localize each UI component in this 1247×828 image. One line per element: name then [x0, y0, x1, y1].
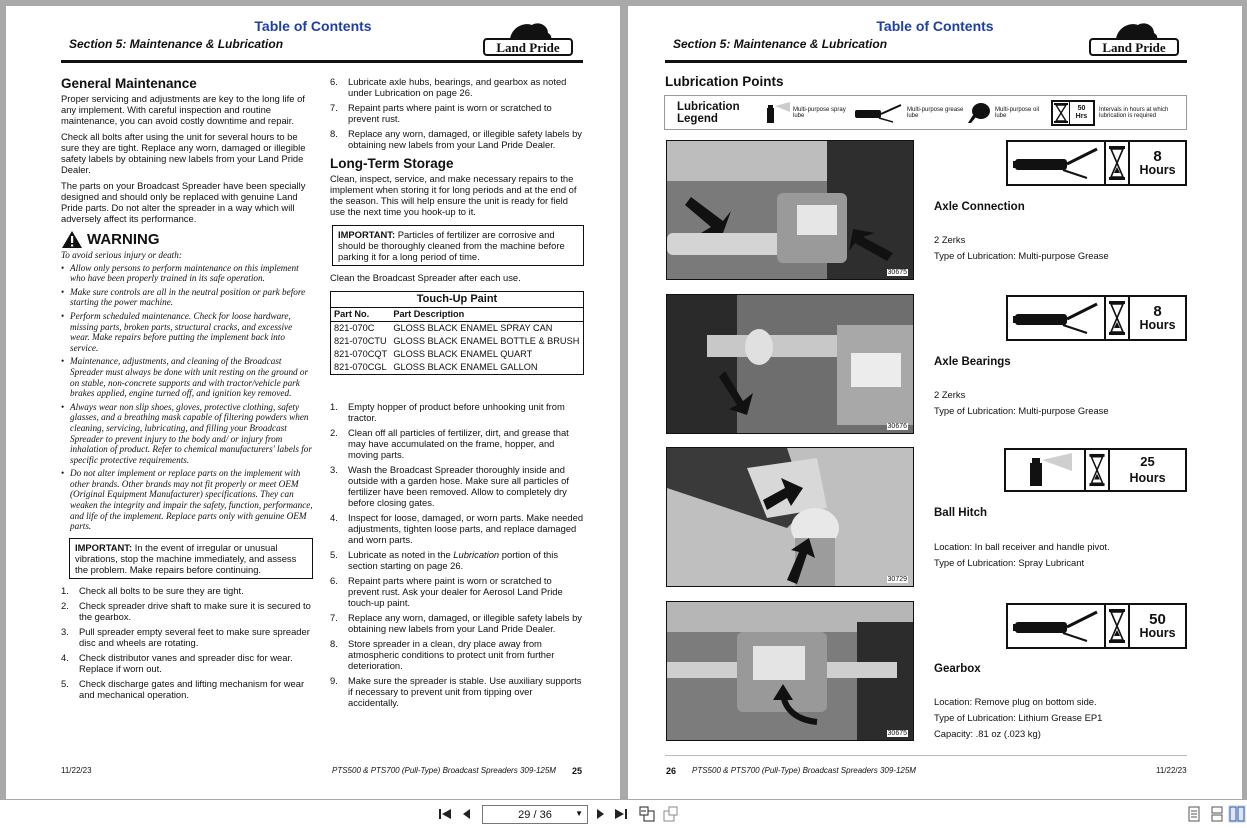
photo-id: 30675	[887, 269, 907, 276]
photo-id: 30729	[887, 576, 907, 583]
land-pride-logo	[482, 19, 574, 61]
continuous-view-button[interactable]	[1208, 805, 1226, 823]
legend-hours-number: 50	[1077, 104, 1086, 112]
list-item: 7. Replace any worn, damaged, or illegible safety labels by obtaining new labels from your Land Pride Dealer.	[330, 612, 582, 634]
single-page-icon	[1188, 806, 1200, 822]
list-item: 5. Lubricate as noted in the Lubrication portion of this section starting on page 26.	[330, 549, 559, 571]
right-page	[628, 6, 1242, 799]
lube-point-details: Location: In ball receiver and handle pivot. Type of Lubrication: Spray Lubricant	[934, 541, 1110, 568]
grease-gun-icon	[1011, 300, 1101, 336]
list-item: 6. Lubricate axle hubs, bearings, and gearbox as noted under Lubrication on page 26.	[330, 76, 567, 98]
warning-item: • Maintenance, adjustments, and cleaning of the Broadcast Spreader must always be done with unit resting on the ground or on stable, non-concrete supports and with tractor/vehicle park brakes applied, engine turned off, and ignition key removed.	[61, 356, 313, 398]
list-item: 6. Repaint parts where paint is worn or scratched to prevent rust. Ask your dealer for Aerosol Land Pride touch-up paint.	[330, 575, 563, 608]
left-page	[6, 6, 620, 799]
footer-rule	[665, 755, 1187, 756]
lube-point-details: 2 Zerks Type of Lubrication: Multi-purpose Grease	[934, 389, 1109, 416]
hourglass-icon	[1108, 145, 1126, 181]
important-box	[332, 225, 584, 266]
lube-point-title: Ball Hitch	[934, 507, 988, 519]
interval-hours: 25	[1140, 454, 1155, 469]
list-item: 2. Check spreader drive shaft to make sure it is secured to the gearbox.	[61, 599, 311, 622]
grease-gun-icon	[1011, 608, 1101, 644]
list-item: 9. Make sure the spreader is stable. Use auxiliary supports if necessary to prevent unit from tipping over accidentally.	[330, 675, 582, 708]
list-item: 4. Check distributor vanes and spreader disc for wear. Replace if worn out.	[61, 651, 293, 674]
two-page-view-button[interactable]	[1228, 805, 1246, 823]
lube-interval-box	[1004, 448, 1187, 492]
list-item: 3. Wash the Broadcast Spreader thoroughly inside and outside with a garden hose. Make sure all particles of fertilizer have been removed. Allow to completely dry before closing gates.	[330, 464, 569, 508]
single-page-view-button[interactable]	[1185, 805, 1203, 823]
important-label: IMPORTANT:	[338, 229, 396, 240]
paragraph: Proper servicing and adjustments are key to the long life of any implement. With careful inspection and routine maintenance, you can avoid costly downtime and repair.	[61, 93, 305, 126]
back-view-icon	[639, 806, 655, 822]
photo-id: 30676	[887, 423, 907, 430]
important-label: IMPORTANT:	[75, 541, 133, 553]
svg-text:Land Pride: Land Pride	[496, 40, 560, 55]
warning-heading	[61, 230, 313, 249]
interval-hours: 8	[1153, 303, 1162, 320]
list-item: 8. Store spreader in a clean, dry place away from atmospheric conditions to protect unit from further deterioration.	[330, 638, 555, 671]
column-header: Part Description	[393, 309, 465, 319]
legend-title: Lubrication	[677, 100, 740, 113]
list-item: 8. Replace any worn, damaged, or illegible safety labels by obtaining new labels from your Land Pride Dealer.	[330, 128, 582, 150]
footer-doc-title: PTS500 & PTS700 (Pull-Type) Broadcast Spreaders 309-125M	[332, 766, 556, 775]
lube-point-title: Axle Bearings	[934, 356, 1011, 368]
legend-hours-unit: Hrs	[1075, 112, 1088, 120]
interval-unit: Hours	[1139, 163, 1176, 177]
interval-unit: Hours	[1129, 471, 1166, 485]
first-page-button[interactable]	[436, 805, 454, 823]
general-maintenance-heading: General Maintenance	[61, 76, 197, 91]
table-title: Touch-Up Paint	[331, 292, 583, 308]
first-page-icon	[438, 808, 452, 820]
warning-intro: To avoid serious injury or death:	[61, 250, 182, 260]
warning-title: WARNING	[87, 231, 160, 248]
warning-triangle-icon	[61, 230, 83, 249]
lube-interval-box	[1006, 603, 1187, 649]
go-forward-button[interactable]	[662, 805, 680, 823]
lube-interval-box	[1006, 140, 1187, 186]
touch-up-paint-table	[330, 291, 584, 375]
list-item: 4. Inspect for loose, damaged, or worn parts. Make needed adjustments, tighten loose parts, and replace damaged and worn parts.	[330, 512, 584, 545]
interval-unit: Hours	[1139, 626, 1176, 640]
section-heading: Section 5: Maintenance & Lubrication	[673, 37, 888, 51]
toc-link[interactable]: Table of Contents	[876, 18, 994, 34]
table-row: 821-070C GLOSS BLACK ENAMEL SPRAY CAN	[334, 323, 553, 333]
header-rule	[61, 60, 583, 63]
table-row: 821-070CTU GLOSS BLACK ENAMEL BOTTLE & BRUSH	[334, 336, 580, 346]
chevron-down-icon: ▼	[575, 809, 583, 818]
last-page-button[interactable]	[612, 805, 630, 823]
toc-link[interactable]: Table of Contents	[254, 18, 372, 34]
right-column	[330, 76, 584, 712]
chevron-right-icon	[595, 808, 605, 820]
interval-unit: Hours	[1139, 318, 1176, 332]
page-select[interactable]	[482, 805, 588, 824]
important-box	[69, 538, 313, 579]
column-header: Part No.	[334, 309, 370, 319]
photo-axle-connection	[666, 140, 914, 280]
hourglass-icon	[1108, 608, 1126, 644]
legend-grease-label: Multi-purpose grease lube	[907, 106, 964, 119]
photo-ball-hitch	[666, 447, 914, 587]
page-number: 25	[572, 766, 583, 776]
list-item: 1. Empty hopper of product before unhooking unit from tractor.	[330, 401, 565, 423]
spray-can-icon	[1010, 453, 1080, 487]
footer-doc-title: PTS500 & PTS700 (Pull-Type) Broadcast Spreaders 309-125M	[692, 766, 916, 775]
oil-can-icon	[967, 101, 991, 125]
page-indicator: 29 / 36	[518, 808, 552, 821]
table-row: 821-070CQT GLOSS BLACK ENAMEL QUART	[334, 349, 533, 359]
legend-interval-label: Intervals in hours at which lubrication is required	[1099, 106, 1169, 119]
legend-title: Legend	[677, 112, 718, 125]
footer-date: 11/22/23	[61, 766, 92, 775]
page-number: 26	[666, 766, 677, 776]
photo-gearbox	[666, 601, 914, 741]
viewer-toolbar	[0, 800, 1247, 828]
spray-can-icon	[765, 102, 791, 124]
lube-point-details: Location: Remove plug on bottom side. Type of Lubrication: Lithium Grease EP1 Capacity: .81 oz (.023 kg)	[934, 696, 1103, 739]
warning-item: • Allow only persons to perform maintenance on this implement who have been properly trained in its safe operation.	[61, 263, 313, 284]
list-item: 5. Check discharge gates and lifting mechanism for wear and mechanical operation.	[61, 677, 305, 700]
svg-text:Land Pride: Land Pride	[1102, 40, 1166, 55]
important-text: In the event of irregular or unusual vibrations, stop the machine immediately, and assess the problem. Make repairs before continuing.	[75, 541, 297, 575]
list-item: 1. Check all bolts to be sure they are tight.	[61, 584, 244, 596]
legend-hours-box	[1051, 100, 1095, 126]
legend-oil-label: Multi-purpose oil lube	[995, 106, 1040, 119]
hourglass-icon	[1088, 453, 1106, 487]
hourglass-icon	[1108, 300, 1126, 336]
list-item: 3. Pull spreader empty several feet to make sure spreader disc and wheels are rotating.	[61, 625, 310, 648]
interval-hours: 50	[1149, 611, 1166, 628]
footer-date: 11/22/23	[1156, 766, 1187, 775]
warning-item: • Make sure controls are all in the neutral position or park before starting the power machine.	[61, 287, 313, 308]
grease-gun-icon	[853, 102, 903, 124]
lube-point-title: Gearbox	[934, 663, 981, 675]
continuous-page-icon	[1211, 806, 1223, 822]
previous-page-button[interactable]	[458, 805, 476, 823]
left-column	[61, 76, 313, 704]
lubrication-points-heading: Lubrication Points	[665, 74, 784, 89]
warning-item: • Always wear non slip shoes, gloves, protective clothing, safety glasses, and a breathing mask capable of filtering powders when cleaning, servicing, lubricating, and filling your Broadcast Spreader to prevent injury to the body and/ or injury from inhalation of product. Refer to chemical manufacturers' labels for specific protective requirements.	[61, 402, 313, 466]
paragraph: Clean, inspect, service, and make necessary repairs to the implement when storing it for long periods and at the end of the season. This will help ensure the unit is ready for field use the next time you hook-up to it.	[330, 173, 577, 217]
photo-axle-bearings	[666, 294, 914, 434]
lube-point-title: Axle Connection	[934, 201, 1025, 213]
legend-spray-label: Multi-purpose spray lube	[793, 106, 846, 119]
warning-item: • Do not alter implement or replace parts on the implement with other brands. Other brands may not fit properly or meet OEM (Original Equipment Manufacturer) specifications. They can weaken the integrity and impair the safety, function, performance, and life of the implement. Replace parts only with genuine OEM parts.	[61, 468, 313, 532]
paragraph: Clean the Broadcast Spreader after each use.	[330, 272, 521, 283]
table-row: 821-070CGL GLOSS BLACK ENAMEL GALLON	[334, 362, 538, 372]
forward-view-icon	[663, 806, 679, 822]
interval-hours: 8	[1153, 148, 1162, 165]
go-back-button[interactable]	[638, 805, 656, 823]
last-page-icon	[614, 808, 628, 820]
warning-item: • Perform scheduled maintenance. Check for loose hardware, missing parts, broken parts, structural cracks, and excessive wear. Make repairs before putting the implement back into service.	[61, 311, 313, 353]
lube-interval-box	[1006, 295, 1187, 341]
next-page-button[interactable]	[591, 805, 609, 823]
lubrication-legend	[664, 95, 1187, 130]
two-page-icon	[1229, 806, 1245, 822]
chevron-left-icon	[462, 808, 472, 820]
lube-point-details: 2 Zerks Type of Lubrication: Multi-purpose Grease	[934, 234, 1109, 261]
paragraph: The parts on your Broadcast Spreader have been specially designed and should only be replaced with genuine Land Pride parts. Do not alter the spreader in a way which will adversely affect its performance.	[61, 180, 306, 224]
photo-id: 30675	[887, 730, 907, 737]
header-rule	[665, 60, 1187, 63]
hourglass-icon	[1053, 102, 1069, 124]
land-pride-logo	[1088, 19, 1180, 61]
list-item: 7. Repaint parts where paint is worn or scratched to prevent rust.	[330, 102, 552, 124]
section-heading: Section 5: Maintenance & Lubrication	[69, 37, 284, 51]
long-term-storage-heading: Long-Term Storage	[330, 156, 454, 171]
paragraph: Check all bolts after using the unit for several hours to be sure they are tight. Replace any worn, damaged or illegible safety labels by obtaining new labels from your Land Pride Dealer.	[61, 131, 306, 175]
grease-gun-icon	[1011, 145, 1101, 181]
list-item: 2. Clean off all particles of fertilizer, dirt, and grease that may have accumulated on the frame, hopper, and moving parts.	[330, 427, 569, 460]
important-text: Particles of fertilizer are corrosive and should be thoroughly cleaned from the machine before parking it for a long period of time.	[338, 229, 565, 262]
